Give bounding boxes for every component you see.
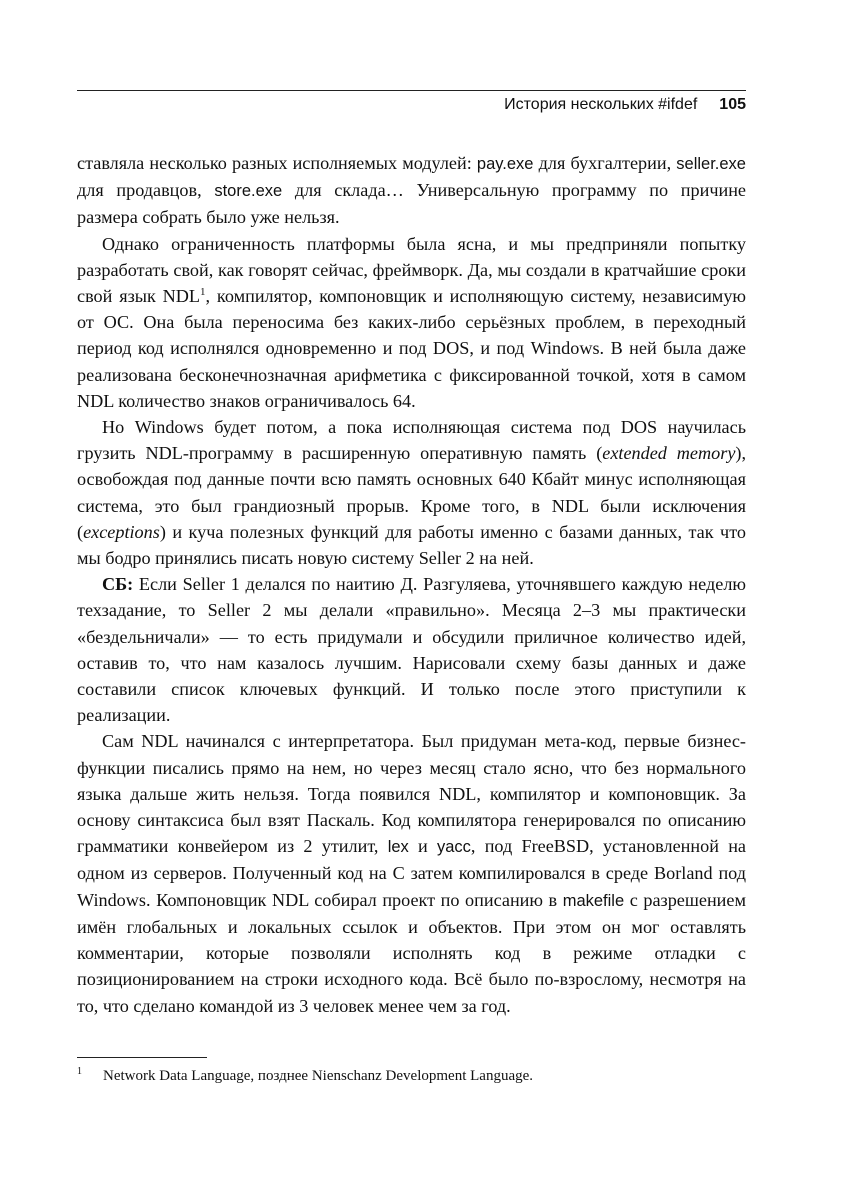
code-seller-exe: seller.exe [676, 155, 746, 173]
code-yacc: yacc [436, 838, 471, 857]
footnote-rule [77, 1057, 207, 1058]
paragraph-5: Сам NDL начинался с интерпретатора. Был придуман мета-код, первые бизнес-функции писались прямо на нем, но через месяц стало ясно, что без нормального языка дальше жить нельзя. Тогда появился NDL, компилятор и компоновщик. За основу синтаксиса был взят Паскаль. Код компилятора генерировался по описанию грамматики конвейером из 2 утилит, lex и yacc, под FreeBSD, установленной на одном из серверов. Полученный код на C затем компилировался в среде Borland под Windows. Компоновщик NDL собирал проект по описанию в makefile с разрешением имён глобальных и локальных ссылок и объектов. При этом он мог оставлять комментарии, которые позволяли исполнять код в режиме отладки с позиционированием на строки исходного кода. Всё было по-взрослому, несмотря на то, что сделано командой из 3 человек менее чем за год. [77, 731, 747, 1016]
running-header [77, 96, 746, 118]
running-title: История нескольких #ifdef [504, 96, 698, 113]
code-store-exe: store.exe [214, 182, 283, 201]
code-pay-exe: pay.exe [476, 155, 534, 173]
header-rule [77, 90, 746, 91]
term-extended-memory: extended memory [602, 443, 736, 464]
paragraph-2: Однако ограниченность платформы была ясна, и мы предприняли попытку разработать свой, как говорят сейчас, фреймворк. Да, мы создали в кратчайшие сроки свой язык NDL$^1$, компилятор, компоновщик и исполняющую систему, независимую от ОС. Она была переносима без каких-либо серьёзных проблем, в переходный период код исполнялся одновременно и под DOS, и под Windows. В ней была даже реализована бесконечнозначная арифметика с фиксированной точкой, хотя в самом NDL количество знаков ограничивалось 64. [77, 233, 746, 411]
page-number: 105 [719, 96, 746, 113]
code-lex: lex [387, 838, 409, 857]
footnote: 1 Network Data Language, позднее Nienschanz Development Language. [77, 1066, 534, 1084]
paragraph-1: ставляла несколько разных исполняемых модулей: pay.exe для бухгалтерии, seller.exe для продавцов, store.exe для склада… Универсальную программу по причине размера собрать было уже нельзя. [77, 153, 747, 228]
code-makefile: makefile [562, 891, 625, 910]
paragraph-3: Но Windows будет потом, а пока исполняющая система под DOS научилась грузить NDL-программу в расширенную оперативную память (extended memory), освобождая под данные почти всю память основных 640 Кбайт минус исполняющая система, это был грандиозный прорыв. Кроме того, в NDL были исключения (exceptions) и куча полезных функций для работы именно с базами данных, так что мы бодро принялись писать новую систему Seller 2 на ней. [77, 417, 746, 569]
paragraph-4: СБ: Если Seller 1 делался по наитию Д. Разгуляева, уточнявшего каждую неделю техзадание, то Seller 2 мы делали «правильно». Месяца 2–3 мы практически «бездельничали» — то есть придумали и обсудили приличное количество идей, оставив то, что нам казалось лучшим. Нарисовали схему базы данных и даже составили список ключевых функций. И только после этого приступили к реализации. [77, 574, 746, 726]
footnote-text: Network Data Language, позднее Nienschanz Development Language. [103, 1068, 534, 1084]
main-text [77, 150, 746, 1019]
footnote-ref: 1 [200, 285, 206, 298]
term-exceptions: exceptions [83, 521, 160, 542]
speaker-label: СБ: [102, 574, 134, 595]
